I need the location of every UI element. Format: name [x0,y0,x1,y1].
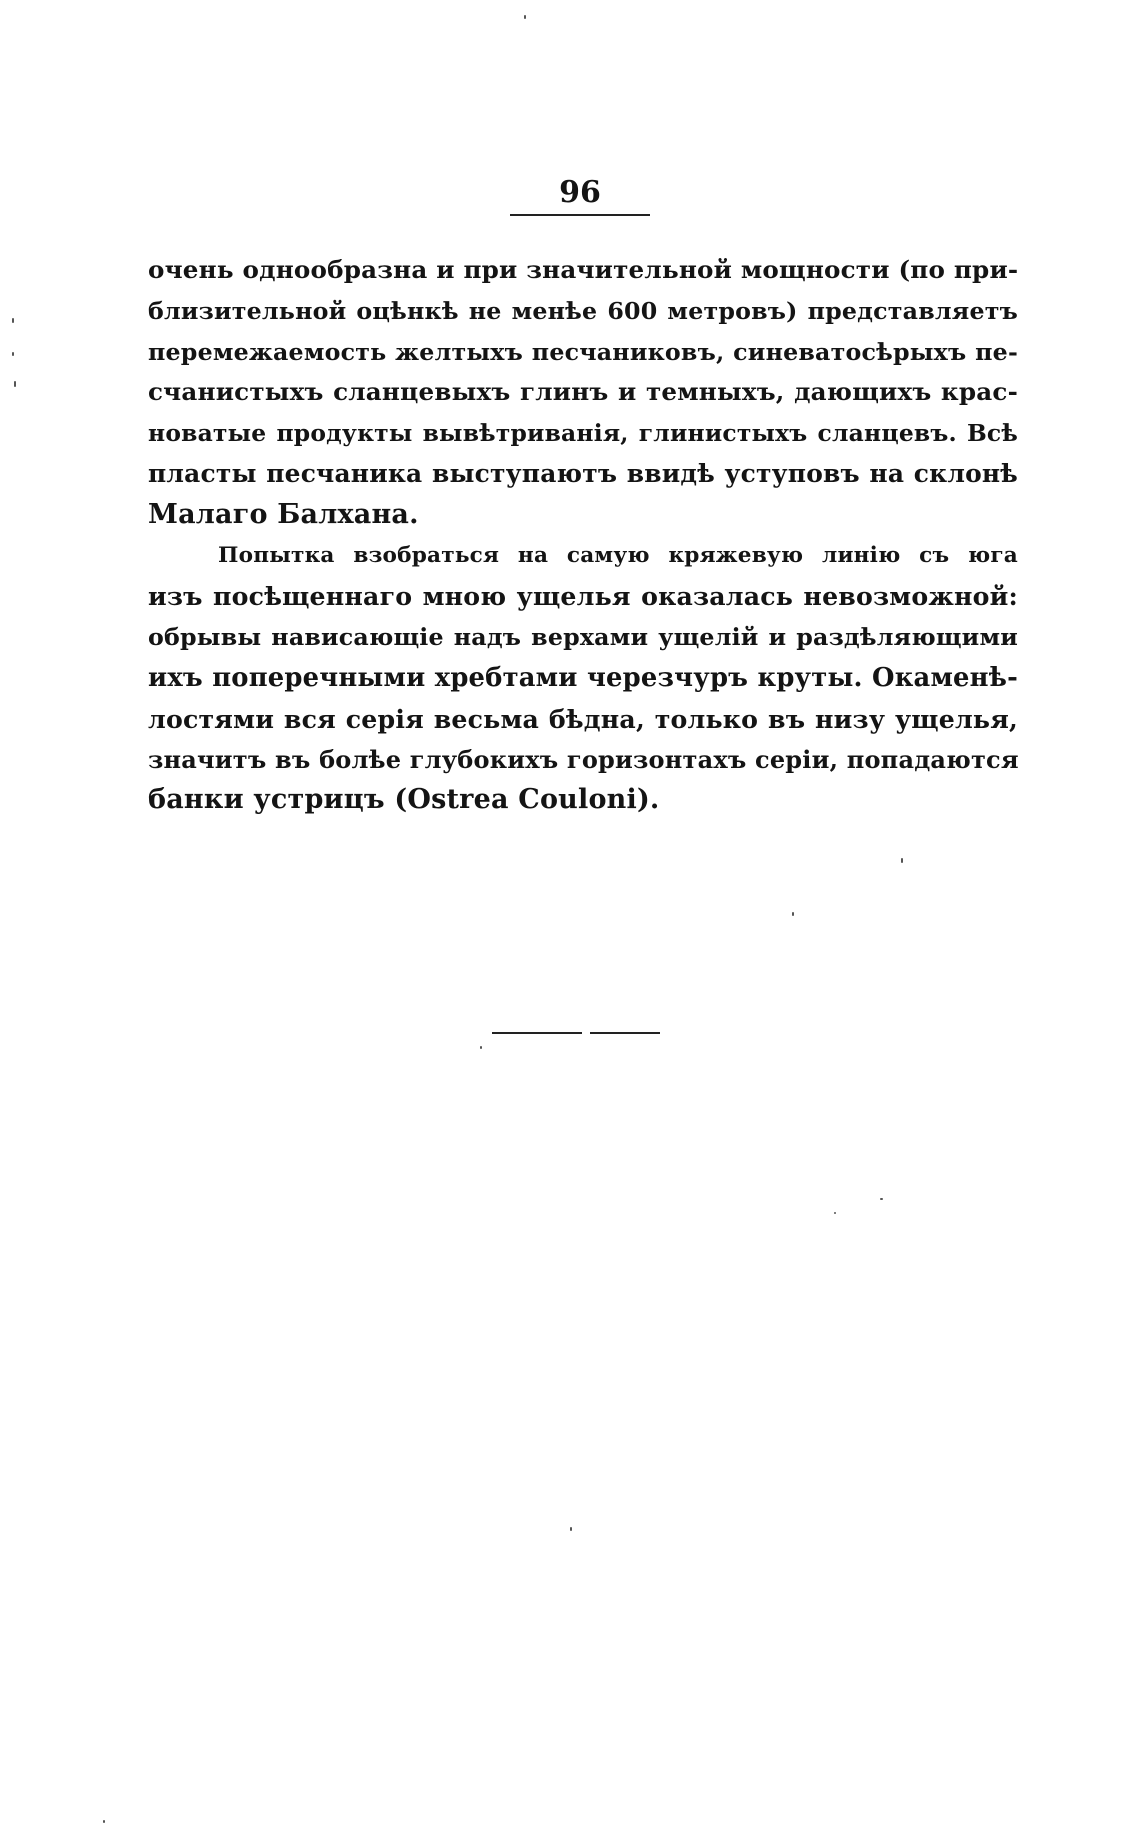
text-line: значитъ въ болѣе глубокихъ горизонтахъ серіи, попадаются [148,744,1019,774]
text-line: лостями вся серія весьма бѣдна, только въ низу ущелья, [148,703,1018,734]
text-line: банки устрицъ (Ostrea Couloni). [148,784,660,816]
page-number: 96 [559,175,601,210]
text-line: перемежаемость желтыхъ песчаниковъ, синеватосѣрыхъ пе- [148,337,1018,366]
scan-speck [792,912,794,916]
text-line: новатые продукты вывѣтриванія, глинистыхъ сланцевъ. Всѣ [148,419,1018,448]
text-line: близительной оцѣнкѣ не менѣе 600 метровъ) представляетъ [148,296,1018,325]
scan-speck [12,352,14,356]
scan-speck [570,1527,572,1531]
text-line: Попытка взобраться на самую кряжевую линію съ юга [218,542,1018,568]
header-rule [510,214,650,216]
scan-speck [901,858,903,863]
end-rule [492,1032,582,1034]
text-line: очень однообразна и при значительной мощности (по при- [148,255,1019,284]
text-line: пласты песчаника выступаютъ ввидѣ уступовъ на склонѣ [148,458,1018,488]
scan-speck [524,15,526,19]
text-line: ихъ поперечными хребтами черезчуръ круты. Окаменѣ- [148,662,1018,693]
text-line: изъ посѣщеннаго мною ущелья оказалась невозможной: [148,581,1018,612]
scan-speck [834,1212,836,1214]
scan-speck [12,318,14,323]
text-line: счанистыхъ сланцевыхъ глинъ и темныхъ, дающихъ крас- [148,377,1018,407]
body-text [148,250,1018,821]
end-rule [590,1032,660,1034]
text-line: обрывы нависающіе надъ верхами ущелій и раздѣляющими [148,623,1018,652]
text-line: Малаго Балхана. [148,498,419,530]
scan-speck [103,1820,105,1823]
scan-speck [480,1046,482,1049]
scan-speck [14,381,16,387]
scan-speck [880,1198,883,1200]
